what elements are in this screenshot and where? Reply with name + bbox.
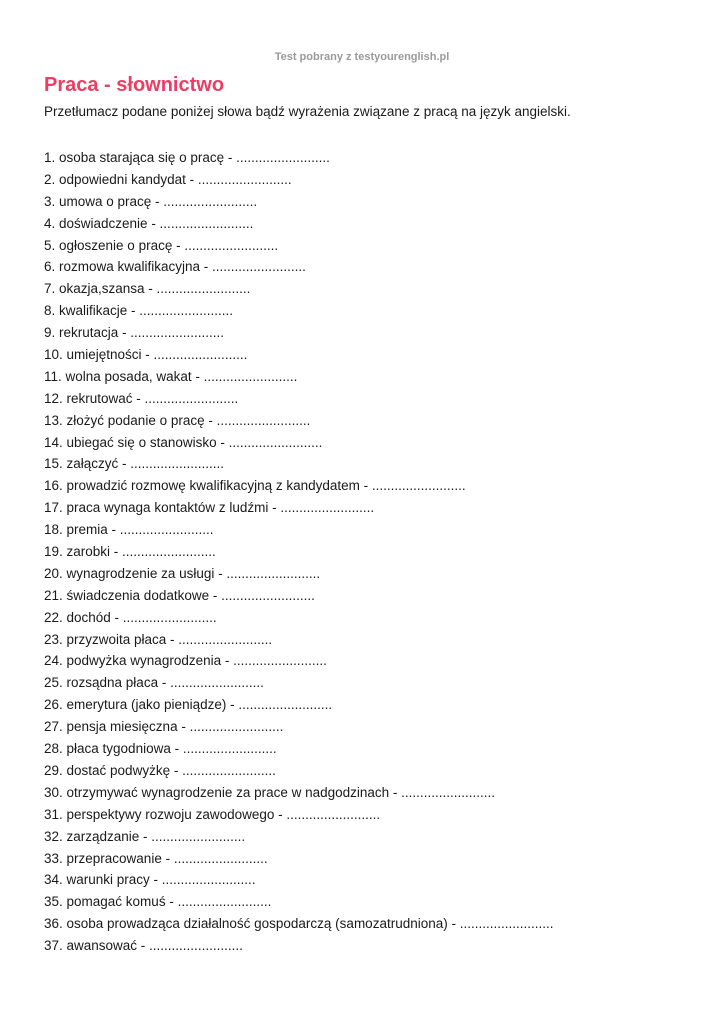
list-item: 10. umiejętności - ......................... (44, 347, 248, 363)
list-item: 24. podwyżka wynagrodzenia - ......................... (44, 653, 327, 669)
list-item: 25. rozsądna płaca - ......................... (44, 675, 264, 691)
list-item: 29. dostać podwyżkę - ......................... (44, 762, 276, 778)
list-item: 5. ogłoszenie o pracę - ......................... (44, 237, 279, 253)
list-item: 15. załączyć - ......................... (44, 456, 225, 472)
list-item: 4. doświadczenie - ......................... (44, 215, 254, 231)
list-item: 1. osoba starająca się o pracę - ......................... (44, 150, 330, 165)
list-item: 14. ubiegać się o stanowisko - ......................... (44, 434, 323, 450)
list-item: 11. wolna posada, wakat - ......................... (44, 368, 298, 384)
list-item: 30. otrzymywać wynagrodzenie za prace w nadgodzinach - ......................... (44, 784, 495, 800)
list-item: 32. zarządzanie - ......................... (44, 828, 246, 844)
list-item: 26. emerytura (jako pieniądze) - ......................... (44, 697, 333, 713)
list-item: 37. awansować - ......................... (44, 938, 243, 954)
list-item: 17. praca wynaga kontaktów z ludźmi - ......................... (44, 500, 375, 516)
list-item: 23. przyzwoita płaca - ......................... (44, 631, 273, 647)
instruction-text: Przetłumacz podane poniżej słowa bądź wyrażenia związane z pracą na język angielski. (44, 104, 571, 119)
list-item: 18. premia - ......................... (44, 522, 214, 538)
list-item: 7. okazja,szansa - ......................... (44, 281, 251, 297)
page-header: Test pobrany z testyourenglish.pl (274, 51, 450, 63)
list-item: 3. umowa o pracę - ......................... (44, 193, 258, 209)
list-item: 21. świadczenia dodatkowe - ......................... (44, 587, 315, 603)
list-item: 28. płaca tygodniowa - ......................... (44, 741, 277, 757)
list-item: 13. złożyć podanie o pracę - ......................... (44, 412, 311, 428)
list-item: 36. osoba prowadząca działalność gospodarczą (samozatrudniona) - ......................... (44, 916, 554, 932)
list-item: 31. perspektywy rozwoju zawodowego - ......................... (44, 806, 381, 822)
list-item: 2. odpowiedni kandydat - ......................... (44, 171, 292, 187)
list-item: 8. kwalifikacje - ......................... (44, 303, 234, 319)
list-item: 6. rozmowa kwalifikacyjna - ......................... (44, 259, 306, 275)
list-item: 22. dochód - ......................... (44, 609, 217, 625)
vocabulary-list (44, 147, 554, 957)
list-item: 16. prowadzić rozmowę kwalifikacyjną z kandydatem - ......................... (44, 478, 466, 494)
list-item: 20. wynagrodzenie za usługi - ......................... (44, 565, 321, 581)
list-item: 35. pomagać komuś - ......................... (44, 894, 272, 910)
list-item: 9. rekrutacja - ......................... (44, 325, 225, 341)
list-item: 33. przepracowanie - ......................... (44, 850, 268, 866)
list-item: 27. pensja miesięczna - ......................... (44, 719, 284, 735)
list-item: 12. rekrutować - ......................... (44, 390, 239, 406)
list-item: 19. zarobki - ......................... (44, 544, 216, 560)
page-title: Praca - słownictwo (44, 74, 225, 96)
list-item: 34. warunki pracy - ......................... (44, 872, 256, 888)
